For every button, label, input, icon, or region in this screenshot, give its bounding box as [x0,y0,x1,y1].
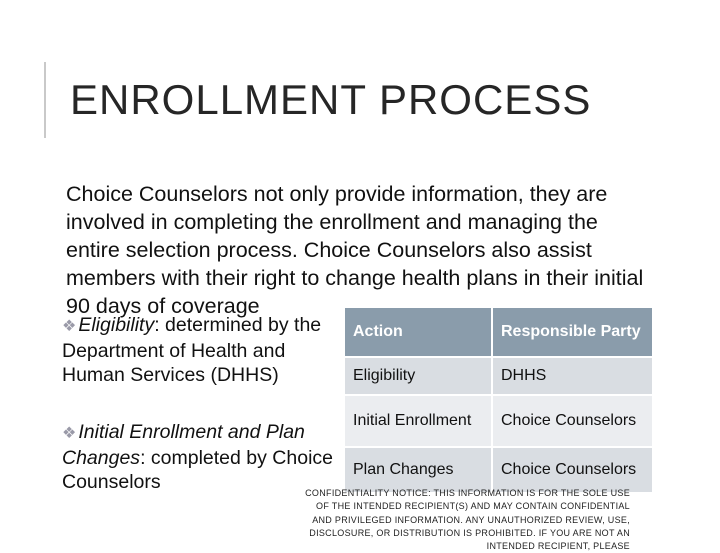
table-cell: Eligibility [345,357,492,395]
bullet-eligibility [62,313,332,387]
bullet-text: : determined by the Department of Health and Human Services (DHHS) [62,314,322,386]
slide-title: ENROLLMENT PROCESS [70,76,592,123]
bullet-text: : completed by Choice Counselors [62,447,333,493]
table-header-row [345,308,652,357]
responsibility-table [345,308,652,494]
diamond-bullet-icon: ❖ [62,425,77,442]
bullet-term: Eligibility [78,314,155,336]
diamond-bullet-icon: ❖ [62,318,77,335]
table-cell: DHHS [492,357,652,395]
column-header-action: Action [345,308,492,357]
table-row [345,395,652,447]
table-cell: Initial Enrollment [345,395,492,447]
title-accent-bar [44,62,46,138]
table-cell: Plan Changes [345,447,492,493]
confidentiality-notice: CONFIDENTIALITY NOTICE: THIS INFORMATION IS FOR THE SOLE USE OF THE INTENDED RECIPIENT(S) AND MAY CONTAIN CONFIDENTIAL AND PRIVILEGED INFORMATION. ANY UNAUTHORIZED REVIEW, USE, DISCLOSURE, OR DISTRIBUTION IS PROHIBITED. IF YOU ARE NOT AN INTENDED RECIPIENT, PLEASE [305,488,630,552]
bullet-enrollment [62,420,352,494]
bullet-term: Initial Enrollment and Plan Changes [62,421,305,469]
column-header-responsible-party: Responsible Party [492,308,652,357]
table-row [345,357,652,395]
intro-paragraph: Choice Counselors not only provide information, they are involved in completing the enrollment and managing the entire selection process. Choice Counselors also assist members with their right to change health plans in their initial 90 days of coverage [66,182,644,318]
table-cell: Choice Counselors [492,447,652,493]
table-cell: Choice Counselors [492,395,652,447]
